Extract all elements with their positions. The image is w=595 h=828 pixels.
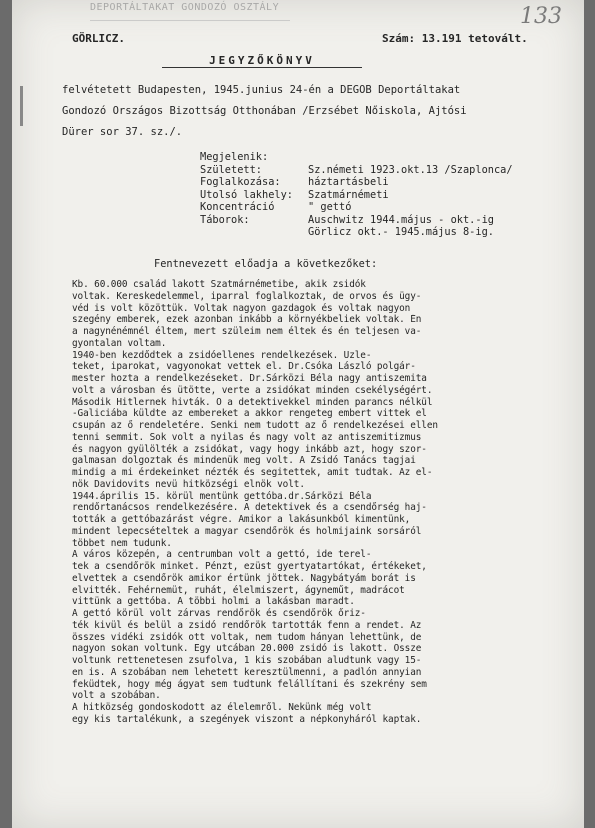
testimony-line: tek a csendőrök minket. Pénzt, ezüst gyertyatartókat, értékeket, xyxy=(72,561,427,572)
testimony-line: nök Davidovits nevü hitközségi elnök volt. xyxy=(72,478,305,490)
testimony-line: többet nem tudunk. xyxy=(72,537,172,549)
intro-line: Gondozó Országos Bizottság Otthonában /Erzsébet Nőiskola, Ajtósi xyxy=(62,105,467,117)
record-number: Szám: 13.191 tetovált. xyxy=(382,32,528,45)
info-row-concentration xyxy=(200,201,560,214)
lead-sentence: Fentnevezett előadja a következőket: xyxy=(154,258,378,270)
testimony-line: egy kis tartalékunk, a szegények viszont a népkonyháról kaptak. xyxy=(72,713,422,725)
testimony-line: A hitközség gondoskodott az élelemről. Nekünk még volt xyxy=(72,702,372,713)
testimony-line: mindent lepecsételtek a magyar csendőrök és holmijaink sorsáról xyxy=(72,525,422,537)
info-row-appears xyxy=(200,151,560,164)
document-title: JEGYZŐKÖNYV xyxy=(162,54,362,68)
testimony-line: galmasan dolgoztak és mindenük meg volt. A Zsidó Tanács tagjai xyxy=(72,455,416,467)
testimony-line: tenni semmit. Sok volt a nyilas és nagy volt az antiszemitizmus xyxy=(72,431,422,443)
appears-label: Megjelenik: xyxy=(200,151,269,163)
info-row-camps xyxy=(200,214,560,227)
testimony-line: csupán az ő rendeletére. Senki nem tudott az ő rendelkezései ellen xyxy=(72,420,438,431)
testimony-line: a nagynénémnél éltem, mert szüleim nem éltek és én teljesen va- xyxy=(72,326,422,337)
born-label: Született: xyxy=(200,163,262,176)
testimony-line: mindig a mi érdekeinket nézték és segitettek, amit tudtak. Az el- xyxy=(72,467,433,478)
camps-value-1: Auschwitz 1944.május - okt.-ig xyxy=(308,213,494,226)
place-heading: GÖRLICZ. xyxy=(72,32,125,45)
info-row-born xyxy=(200,164,560,177)
testimony-line: -Galiciába küldte az embereket a akkor rengeteg embert vittek el xyxy=(72,408,427,420)
intro-paragraph xyxy=(62,80,542,143)
department-stamp: DEPORTÁLTAKAT GONDOZÓ OSZTÁLY xyxy=(90,2,290,21)
residence-value: Szatmárnémeti xyxy=(308,188,389,201)
info-row-occupation xyxy=(200,176,560,189)
testimony-body xyxy=(72,279,572,726)
concentration-label: Koncentráció xyxy=(200,201,275,213)
testimony-line: voltak. Kereskedelemmel, iparral foglalkoztak, de orvos és ügy- xyxy=(72,290,422,302)
occupation-label: Foglalkozása: xyxy=(200,176,281,188)
testimony-line: rendőrtanácsos rendelkezésére. A detektivek és a csendőrség haj- xyxy=(72,502,427,514)
testimony-line: A város közepén, a centrumban volt a gettó, ide terel- xyxy=(72,549,372,561)
testimony-line: feküdtek, hogy még ágyat sem tudtunk felállítani és szekrény sem xyxy=(72,678,427,690)
info-row-residence xyxy=(200,189,560,202)
testimony-line: és nagyon gyülölték a zsidókat, vagy hogy inkább azt, hogy szor- xyxy=(72,443,427,455)
testimony-line: volt a városban és ütötte, verte a zsidókat minden csekélységért. xyxy=(72,384,433,396)
testimony-line: teket, iparokat, vagyonokat vettek el. Dr.Csóka László polgár- xyxy=(72,361,416,373)
testimony-line: véd is volt közöttük. Voltak nagyon gazdagok és voltak nagyon xyxy=(72,302,411,314)
testimony-line: nagyon sokan voltunk. Egy utcában 20.000 zsidó is lakott. Össze xyxy=(72,643,422,655)
testimony-line: voltunk rettenetesen zsufolva, 1 kis szobában aludtunk vagy 15- xyxy=(72,655,422,666)
testimony-line: elvitték. Fehérnemüt, ruhát, élelmiszert, ágyneműt, madrácot xyxy=(72,584,405,596)
page-number: 133 xyxy=(520,4,562,29)
camps-value-2: Görlicz okt.- 1945.május 8-ig. xyxy=(308,226,494,238)
residence-label: Utolsó lakhely: xyxy=(200,188,293,201)
testimony-line: Második Hitlernek hivták. Ő a detektivekkel minden parancs nélkül xyxy=(72,396,433,408)
born-value: Sz.németi 1923.okt.13 /Szaplonca/ xyxy=(308,163,513,176)
testimony-line: volt a szobában. xyxy=(72,690,161,702)
testimony-line: elvettek a csendőrök amikor értünk jöttek. Nagybátyám borát is xyxy=(72,572,416,584)
concentration-value: " gettó xyxy=(308,201,352,213)
testimony-line: gyontalan voltam. xyxy=(72,337,167,349)
document-page xyxy=(12,0,584,828)
testimony-line: mester hozta a rendelkezéseket. Dr.Sárközi Béla nagy antiszemita xyxy=(72,373,427,384)
personal-info-block xyxy=(200,151,560,239)
testimony-line: összes vidéki zsidók ott voltak, nem tudom hányan lehettünk, de xyxy=(72,631,422,643)
testimony-line: en is. A szobában nem lehetett keresztülmenni, a padlón annyian xyxy=(72,666,422,678)
testimony-line: ték kivül és belül a zsidó rendőrök tartották fenn a rendet. Az xyxy=(72,619,422,631)
testimony-line: tották a gettóbazárást végre. Amikor a lakásunkból kimentünk, xyxy=(72,514,411,525)
testimony-line: A gettó körül volt zárvas rendőrök és csendőrök őriz- xyxy=(72,608,366,619)
testimony-line: vittünk a gettóba. A többi holmi a lakásban maradt. xyxy=(72,596,355,608)
testimony-line: szegény emberek, ezek azonban inkább a környékbeliek voltak. Én xyxy=(72,314,422,326)
occupation-value: háztartásbeli xyxy=(308,176,389,188)
testimony-line: 1940-ben kezdődtek a zsidóellenes rendelkezések. Üzle- xyxy=(72,349,372,361)
testimony-line: Kb. 60.000 család lakott Szatmárnémetibe, akik zsidók xyxy=(72,279,366,290)
testimony-line: 1944.április 15. körül mentünk gettóba.dr.Sárközi Béla xyxy=(72,490,372,502)
intro-line: felvétetett Budapesten, 1945.junius 24-én a DEGOB Deportáltakat xyxy=(62,84,461,96)
camps-label: Táborok: xyxy=(200,213,250,226)
margin-mark xyxy=(20,86,23,126)
intro-line: Dürer sor 37. sz./. xyxy=(62,126,183,138)
